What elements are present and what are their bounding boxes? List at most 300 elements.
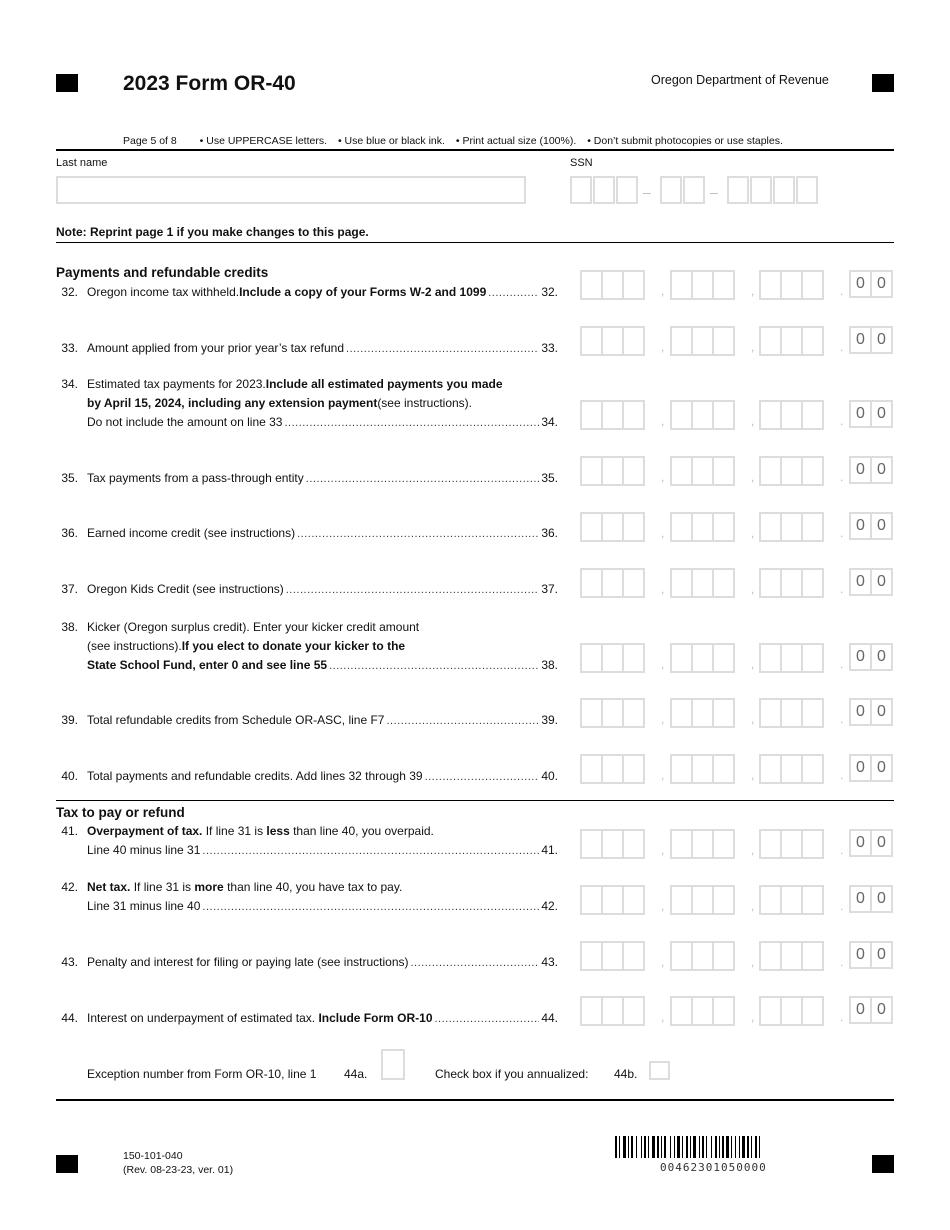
line-text: than line 40, you overpaid. xyxy=(289,824,434,838)
line-ref: 44. xyxy=(541,1011,558,1025)
registration-mark xyxy=(56,74,78,92)
digit-box[interactable] xyxy=(601,885,624,915)
ssn-digit-box[interactable] xyxy=(570,176,592,204)
digit-box[interactable] xyxy=(691,941,714,971)
thousands-separator: , xyxy=(661,657,665,671)
line-number: 44. xyxy=(61,1011,78,1025)
line-text: If line 31 is xyxy=(130,880,195,894)
digit-box[interactable] xyxy=(670,885,693,915)
cents-digit: 0 xyxy=(849,754,872,782)
instruction-item: • Don’t submit photocopies or use staples. xyxy=(587,135,783,147)
digit-box[interactable] xyxy=(712,698,735,728)
digit-box[interactable] xyxy=(780,885,803,915)
line-text: Total refundable credits from Schedule OR-ASC, line F7 xyxy=(87,713,385,727)
decimal-point: . xyxy=(840,768,844,782)
digit-group xyxy=(580,996,643,1026)
digit-box[interactable] xyxy=(712,996,735,1026)
digit-box[interactable] xyxy=(580,568,603,598)
digit-box[interactable] xyxy=(622,941,645,971)
digit-box[interactable] xyxy=(580,270,603,300)
line-number: 34. xyxy=(61,377,78,391)
decimal-point: . xyxy=(840,470,844,484)
digit-box[interactable] xyxy=(580,400,603,430)
digit-group xyxy=(580,400,643,430)
line-44b-label: Check box if you annualized: xyxy=(435,1067,589,1081)
digit-box[interactable] xyxy=(622,400,645,430)
digit-box[interactable] xyxy=(580,512,603,542)
digit-box[interactable] xyxy=(622,568,645,598)
ssn-digit-box[interactable] xyxy=(727,176,749,204)
leader-dots xyxy=(200,841,539,861)
digit-group xyxy=(759,829,822,859)
digit-box[interactable] xyxy=(601,568,624,598)
line-number: 35. xyxy=(61,471,78,485)
line-text-bold: less xyxy=(266,824,290,838)
digit-box[interactable] xyxy=(712,400,735,430)
digit-box[interactable] xyxy=(780,568,803,598)
digit-box[interactable] xyxy=(580,643,603,673)
registration-mark xyxy=(56,1155,78,1173)
cents-group xyxy=(849,941,891,969)
amount-field-line-33[interactable] xyxy=(580,326,896,356)
digit-box[interactable] xyxy=(622,698,645,728)
digit-box[interactable] xyxy=(801,400,824,430)
digit-box[interactable] xyxy=(712,885,735,915)
leader-dots xyxy=(200,897,539,917)
cents-group xyxy=(849,829,891,857)
digit-group xyxy=(580,829,643,859)
decimal-point: . xyxy=(840,526,844,540)
leader-dots xyxy=(409,953,540,973)
thousands-separator: , xyxy=(751,582,755,596)
line-ref: 41. xyxy=(541,843,558,857)
digit-box[interactable] xyxy=(670,400,693,430)
digit-box[interactable] xyxy=(801,568,824,598)
amount-field-line-43[interactable] xyxy=(580,941,896,971)
digit-box[interactable] xyxy=(780,326,803,356)
digit-box[interactable] xyxy=(622,456,645,486)
divider xyxy=(56,1099,894,1101)
digit-box[interactable] xyxy=(712,568,735,598)
digit-box[interactable] xyxy=(691,400,714,430)
digit-group xyxy=(580,270,643,300)
digit-group xyxy=(580,326,643,356)
digit-box[interactable] xyxy=(622,643,645,673)
thousands-separator: , xyxy=(661,843,665,857)
digit-group xyxy=(670,754,733,784)
cents-digit: 0 xyxy=(870,698,893,726)
digit-box[interactable] xyxy=(622,512,645,542)
line-number: 41. xyxy=(61,824,78,838)
cents-digit: 0 xyxy=(870,885,893,913)
line-text: Line 40 minus line 31 xyxy=(87,843,201,857)
line-text-bold: Include a copy of your Forms W-2 and 1099 xyxy=(239,285,487,299)
digit-box[interactable] xyxy=(580,996,603,1026)
digit-box[interactable] xyxy=(780,512,803,542)
digit-group xyxy=(670,456,733,486)
line-text: Interest on underpayment of estimated tax. xyxy=(87,1011,319,1025)
ssn-digit-box[interactable] xyxy=(683,176,705,204)
digit-box[interactable] xyxy=(580,754,603,784)
decimal-point: . xyxy=(840,414,844,428)
digit-box[interactable] xyxy=(759,829,782,859)
line-number: 37. xyxy=(61,582,78,596)
line-text: Total payments and refundable credits. Add lines 32 through 39 xyxy=(87,769,423,783)
leader-dots xyxy=(282,413,539,433)
ssn-dash: – xyxy=(643,184,651,200)
barcode-icon xyxy=(615,1136,825,1158)
line-text: Do not include the amount on line 33 xyxy=(87,415,283,429)
line-text: Oregon Kids Credit (see instructions) xyxy=(87,582,284,596)
thousands-separator: , xyxy=(661,284,665,298)
digit-box[interactable] xyxy=(601,512,624,542)
form-title: 2023 Form OR-40 xyxy=(123,72,296,95)
digit-box[interactable] xyxy=(712,754,735,784)
leader-dots xyxy=(284,580,540,600)
decimal-point: . xyxy=(840,955,844,969)
digit-box[interactable] xyxy=(670,643,693,673)
line-ref: 36. xyxy=(541,526,558,540)
cents-group xyxy=(849,512,891,540)
digit-box[interactable] xyxy=(622,885,645,915)
digit-group xyxy=(580,941,643,971)
digit-box[interactable] xyxy=(691,754,714,784)
cents-group xyxy=(849,270,891,298)
line-ref: 33. xyxy=(541,341,558,355)
line-ref: 42. xyxy=(541,899,558,913)
line-ref: 39. xyxy=(541,713,558,727)
line-ref: 34. xyxy=(541,415,558,429)
amount-field-line-32[interactable] xyxy=(580,270,896,300)
annualized-checkbox[interactable] xyxy=(649,1061,670,1080)
page-number: Page 5 of 8 xyxy=(123,135,177,147)
digit-box[interactable] xyxy=(780,400,803,430)
cents-digit: 0 xyxy=(870,512,893,540)
digit-group xyxy=(580,754,643,784)
amount-field-line-40[interactable] xyxy=(580,754,896,784)
line-number: 43. xyxy=(61,955,78,969)
cents-digit: 0 xyxy=(849,270,872,298)
line-number: 36. xyxy=(61,526,78,540)
line-ref: 37. xyxy=(541,582,558,596)
digit-box[interactable] xyxy=(691,698,714,728)
digit-box[interactable] xyxy=(691,456,714,486)
digit-box[interactable] xyxy=(622,270,645,300)
digit-box[interactable] xyxy=(601,698,624,728)
digit-box[interactable] xyxy=(691,829,714,859)
digit-box[interactable] xyxy=(712,512,735,542)
digit-group xyxy=(670,885,733,915)
digit-box[interactable] xyxy=(601,643,624,673)
digit-box[interactable] xyxy=(691,643,714,673)
digit-group xyxy=(580,568,643,598)
thousands-separator: , xyxy=(751,657,755,671)
amount-field-line-37[interactable] xyxy=(580,568,896,598)
digit-group xyxy=(759,326,822,356)
thousands-separator: , xyxy=(661,712,665,726)
digit-box[interactable] xyxy=(801,754,824,784)
line-text: Kicker (Oregon surplus credit). Enter your kicker credit amount xyxy=(87,620,420,634)
digit-box[interactable] xyxy=(780,829,803,859)
thousands-separator: , xyxy=(661,1010,665,1024)
digit-box[interactable] xyxy=(801,512,824,542)
digit-box[interactable] xyxy=(670,996,693,1026)
line-number: 39. xyxy=(61,713,78,727)
digit-group xyxy=(580,885,643,915)
digit-box[interactable] xyxy=(801,643,824,673)
instruction-item: • Print actual size (100%). xyxy=(455,135,577,147)
form-revision: (Rev. 08-23-23, ver. 01) xyxy=(123,1164,234,1176)
digit-box[interactable] xyxy=(759,996,782,1026)
line-text: Estimated tax payments for 2023. xyxy=(87,377,266,391)
digit-group xyxy=(670,941,733,971)
digit-group xyxy=(759,996,822,1026)
digit-box[interactable] xyxy=(801,829,824,859)
thousands-separator: , xyxy=(751,414,755,428)
ssn-digit-box[interactable] xyxy=(593,176,615,204)
digit-box[interactable] xyxy=(712,456,735,486)
digit-group xyxy=(580,643,643,673)
digit-box[interactable] xyxy=(759,568,782,598)
digit-group xyxy=(580,512,643,542)
thousands-separator: , xyxy=(751,340,755,354)
digit-box[interactable] xyxy=(712,270,735,300)
digit-box[interactable] xyxy=(801,456,824,486)
digit-box[interactable] xyxy=(622,326,645,356)
thousands-separator: , xyxy=(661,414,665,428)
ssn-digit-box[interactable] xyxy=(616,176,638,204)
digit-box[interactable] xyxy=(670,698,693,728)
line-44b-ref: 44b. xyxy=(614,1067,638,1081)
digit-box[interactable] xyxy=(780,456,803,486)
digit-box[interactable] xyxy=(670,456,693,486)
cents-digit: 0 xyxy=(870,568,893,596)
decimal-point: . xyxy=(840,712,844,726)
line-number: 42. xyxy=(61,880,78,894)
leader-dots xyxy=(304,469,540,489)
line-text-bold: Include Form OR-10 xyxy=(318,1011,433,1025)
digit-box[interactable] xyxy=(601,829,624,859)
thousands-separator: , xyxy=(751,955,755,969)
line-ref: 40. xyxy=(541,769,558,783)
line-text: (see instructions). xyxy=(87,639,182,653)
digit-box[interactable] xyxy=(759,941,782,971)
digit-box[interactable] xyxy=(670,512,693,542)
divider xyxy=(56,149,894,151)
digit-box[interactable] xyxy=(670,754,693,784)
cents-digit: 0 xyxy=(870,400,893,428)
amount-field-line-36[interactable] xyxy=(580,512,896,542)
digit-box[interactable] xyxy=(691,326,714,356)
cents-group xyxy=(849,885,891,913)
leader-dots xyxy=(344,339,539,359)
cents-digit: 0 xyxy=(870,941,893,969)
line-text-bold: State School Fund, enter 0 and see line 55 xyxy=(87,658,328,672)
cents-digit: 0 xyxy=(870,754,893,782)
digit-box[interactable] xyxy=(780,754,803,784)
cents-digit: 0 xyxy=(849,941,872,969)
exception-number-input[interactable] xyxy=(381,1049,405,1080)
thousands-separator: , xyxy=(751,899,755,913)
digit-box[interactable] xyxy=(670,829,693,859)
digit-box[interactable] xyxy=(759,456,782,486)
digit-box[interactable] xyxy=(601,270,624,300)
line-text-bold: Include all estimated payments you made xyxy=(265,377,503,391)
instruction-item: • Use blue or black ink. xyxy=(337,135,445,147)
amount-field-line-34[interactable] xyxy=(580,400,896,430)
leader-dots xyxy=(327,656,539,676)
digit-box[interactable] xyxy=(670,326,693,356)
digit-box[interactable] xyxy=(780,941,803,971)
ssn-digit-box[interactable] xyxy=(773,176,795,204)
line-text-bold: by April 15, 2024, including any extension payment xyxy=(87,396,378,410)
digit-box[interactable] xyxy=(780,643,803,673)
line-text: than line 40, you have tax to pay. xyxy=(223,880,403,894)
decimal-point: . xyxy=(840,582,844,596)
digit-box[interactable] xyxy=(759,643,782,673)
amount-field-line-35[interactable] xyxy=(580,456,896,486)
line-ref: 35. xyxy=(541,471,558,485)
digit-box[interactable] xyxy=(759,326,782,356)
digit-box[interactable] xyxy=(622,754,645,784)
digit-box[interactable] xyxy=(759,400,782,430)
digit-box[interactable] xyxy=(759,270,782,300)
digit-box[interactable] xyxy=(622,829,645,859)
cents-digit: 0 xyxy=(849,400,872,428)
digit-box[interactable] xyxy=(580,456,603,486)
form-footer xyxy=(123,1149,233,1177)
thousands-separator: , xyxy=(661,582,665,596)
cents-digit: 0 xyxy=(870,829,893,857)
digit-box[interactable] xyxy=(601,326,624,356)
leader-dots xyxy=(486,283,539,303)
line-text-bold: more xyxy=(194,880,224,894)
thousands-separator: , xyxy=(751,526,755,540)
line-number: 40. xyxy=(61,769,78,783)
amount-field-line-42[interactable] xyxy=(580,885,896,915)
divider xyxy=(56,242,894,243)
line-number: 38. xyxy=(61,620,78,634)
cents-digit: 0 xyxy=(849,698,872,726)
digit-group xyxy=(759,456,822,486)
line-text: Tax payments from a pass-through entity xyxy=(87,471,304,485)
line-text-bold: Net tax. xyxy=(87,880,131,894)
digit-box[interactable] xyxy=(601,456,624,486)
digit-box[interactable] xyxy=(759,754,782,784)
last-name-input[interactable] xyxy=(56,176,526,204)
registration-mark xyxy=(872,1155,894,1173)
cents-digit: 0 xyxy=(870,996,893,1024)
digit-box[interactable] xyxy=(759,698,782,728)
cents-group xyxy=(849,400,891,428)
digit-box[interactable] xyxy=(801,941,824,971)
line-44a-ref: 44a. xyxy=(344,1067,368,1081)
digit-box[interactable] xyxy=(759,512,782,542)
digit-box[interactable] xyxy=(670,568,693,598)
last-name-label: Last name xyxy=(56,157,108,169)
line-44a-label: Exception number from Form OR-10, line 1 xyxy=(87,1067,317,1081)
digit-box[interactable] xyxy=(759,885,782,915)
digit-box[interactable] xyxy=(580,698,603,728)
digit-box[interactable] xyxy=(712,941,735,971)
digit-box[interactable] xyxy=(712,326,735,356)
digit-group xyxy=(759,270,822,300)
digit-group xyxy=(580,698,643,728)
digit-box[interactable] xyxy=(580,326,603,356)
ssn-label: SSN xyxy=(570,157,593,169)
digit-box[interactable] xyxy=(580,829,603,859)
cents-digit: 0 xyxy=(870,326,893,354)
instruction-item: • Use UPPERCASE letters. xyxy=(199,135,328,147)
digit-group xyxy=(670,270,733,300)
digit-box[interactable] xyxy=(691,885,714,915)
digit-box[interactable] xyxy=(801,885,824,915)
amount-field-line-39[interactable] xyxy=(580,698,896,728)
digit-box[interactable] xyxy=(801,698,824,728)
cents-digit: 0 xyxy=(849,996,872,1024)
digit-box[interactable] xyxy=(601,754,624,784)
digit-box[interactable] xyxy=(801,996,824,1026)
thousands-separator: , xyxy=(751,1010,755,1024)
ssn-digit-box[interactable] xyxy=(660,176,682,204)
line-text: Amount applied from your prior year’s tax refund xyxy=(87,341,345,355)
amount-field-line-38[interactable] xyxy=(580,643,896,673)
digit-box[interactable] xyxy=(601,400,624,430)
digit-box[interactable] xyxy=(670,941,693,971)
digit-box[interactable] xyxy=(670,270,693,300)
digit-box[interactable] xyxy=(622,996,645,1026)
digit-group xyxy=(759,512,822,542)
agency-name: Oregon Department of Revenue xyxy=(651,73,829,87)
digit-box[interactable] xyxy=(712,643,735,673)
digit-box[interactable] xyxy=(712,829,735,859)
digit-box[interactable] xyxy=(691,568,714,598)
amount-field-line-44[interactable] xyxy=(580,996,896,1026)
line-number: 33. xyxy=(61,341,78,355)
digit-box[interactable] xyxy=(580,941,603,971)
digit-box[interactable] xyxy=(691,996,714,1026)
digit-box[interactable] xyxy=(780,698,803,728)
thousands-separator: , xyxy=(751,768,755,782)
digit-box[interactable] xyxy=(691,512,714,542)
digit-group xyxy=(759,885,822,915)
thousands-separator: , xyxy=(751,843,755,857)
ssn-digit-box[interactable] xyxy=(750,176,772,204)
line-text-bold: Overpayment of tax. xyxy=(87,824,203,838)
line-text: (see instructions). xyxy=(377,396,473,410)
cents-group xyxy=(849,643,891,671)
decimal-point: . xyxy=(840,843,844,857)
digit-box[interactable] xyxy=(801,326,824,356)
line-ref: 32. xyxy=(541,285,558,299)
cents-digit: 0 xyxy=(870,270,893,298)
digit-box[interactable] xyxy=(601,996,624,1026)
amount-field-line-41[interactable] xyxy=(580,829,896,859)
cents-group xyxy=(849,996,891,1024)
digit-group xyxy=(759,941,822,971)
section-payments-heading: Payments and refundable credits xyxy=(56,265,269,280)
digit-box[interactable] xyxy=(780,270,803,300)
ssn-digit-box[interactable] xyxy=(796,176,818,204)
thousands-separator: , xyxy=(661,470,665,484)
digit-box[interactable] xyxy=(580,885,603,915)
digit-group xyxy=(759,698,822,728)
digit-box[interactable] xyxy=(780,996,803,1026)
digit-box[interactable] xyxy=(801,270,824,300)
digit-box[interactable] xyxy=(601,941,624,971)
digit-box[interactable] xyxy=(691,270,714,300)
line-ref: 43. xyxy=(541,955,558,969)
